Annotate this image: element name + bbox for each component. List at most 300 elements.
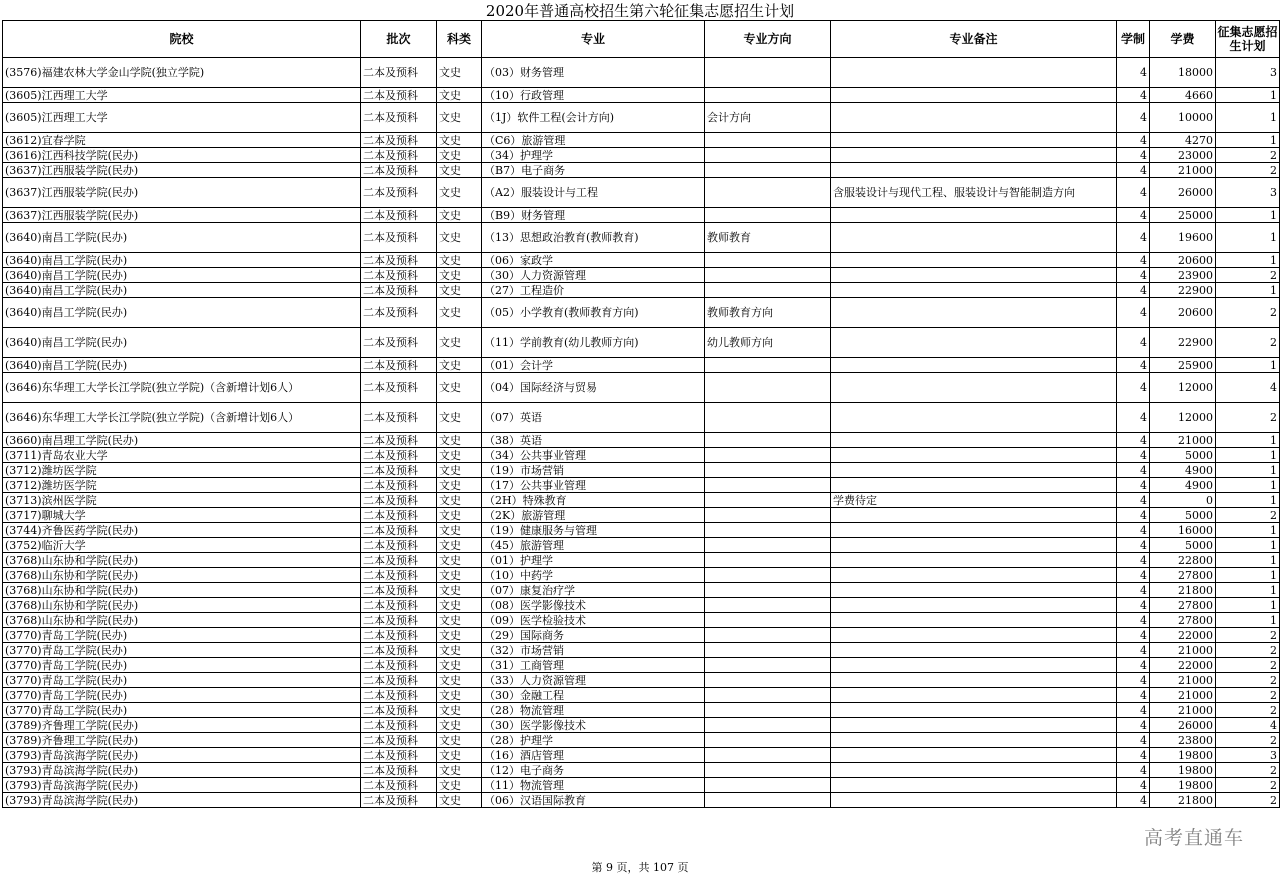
note-cell <box>831 253 1117 268</box>
fee-cell: 27800 <box>1150 613 1216 628</box>
category-cell: 文史 <box>437 328 482 358</box>
direction-cell <box>705 628 831 643</box>
school-cell: (3770)青岛工学院(民办) <box>3 673 361 688</box>
school-cell: (3768)山东协和学院(民办) <box>3 598 361 613</box>
category-cell: 文史 <box>437 148 482 163</box>
note-cell <box>831 208 1117 223</box>
fee-cell: 21800 <box>1150 583 1216 598</box>
major-cell: （04）国际经济与贸易 <box>482 373 705 403</box>
fee-cell: 25900 <box>1150 358 1216 373</box>
direction-cell <box>705 58 831 88</box>
category-cell: 文史 <box>437 253 482 268</box>
plan-cell: 2 <box>1216 778 1280 793</box>
direction-cell <box>705 538 831 553</box>
direction-cell <box>705 373 831 403</box>
batch-cell: 二本及预科 <box>361 688 437 703</box>
category-cell: 文史 <box>437 373 482 403</box>
note-cell <box>831 508 1117 523</box>
fee-cell: 19800 <box>1150 748 1216 763</box>
direction-cell <box>705 688 831 703</box>
plan-cell: 1 <box>1216 253 1280 268</box>
years-cell: 4 <box>1117 358 1150 373</box>
plan-cell: 1 <box>1216 613 1280 628</box>
school-cell: (3637)江西服装学院(民办) <box>3 208 361 223</box>
document-title: 2020年普通高校招生第六轮征集志愿招生计划 <box>485 2 795 20</box>
school-cell: (3640)南昌工学院(民办) <box>3 268 361 283</box>
fee-cell: 25000 <box>1150 208 1216 223</box>
plan-cell: 1 <box>1216 463 1280 478</box>
table-row <box>3 463 1280 478</box>
fee-cell: 4900 <box>1150 463 1216 478</box>
direction-cell <box>705 778 831 793</box>
years-cell: 4 <box>1117 148 1150 163</box>
major-cell: （30）金融工程 <box>482 688 705 703</box>
note-cell <box>831 358 1117 373</box>
note-cell <box>831 598 1117 613</box>
batch-cell: 二本及预科 <box>361 538 437 553</box>
header-category: 科类 <box>437 21 482 58</box>
category-cell: 文史 <box>437 718 482 733</box>
table-row <box>3 568 1280 583</box>
plan-cell: 3 <box>1216 178 1280 208</box>
years-cell: 4 <box>1117 103 1150 133</box>
batch-cell: 二本及预科 <box>361 748 437 763</box>
direction-cell <box>705 613 831 628</box>
years-cell: 4 <box>1117 178 1150 208</box>
batch-cell: 二本及预科 <box>361 643 437 658</box>
direction-cell <box>705 163 831 178</box>
fee-cell: 23000 <box>1150 148 1216 163</box>
fee-cell: 21000 <box>1150 703 1216 718</box>
category-cell: 文史 <box>437 523 482 538</box>
major-cell: （11）物流管理 <box>482 778 705 793</box>
plan-cell: 1 <box>1216 583 1280 598</box>
plan-cell: 1 <box>1216 88 1280 103</box>
years-cell: 4 <box>1117 763 1150 778</box>
major-cell: （30）医学影像技术 <box>482 718 705 733</box>
plan-cell: 2 <box>1216 268 1280 283</box>
table-row <box>3 178 1280 208</box>
fee-cell: 26000 <box>1150 718 1216 733</box>
batch-cell: 二本及预科 <box>361 403 437 433</box>
category-cell: 文史 <box>437 298 482 328</box>
school-cell: (3770)青岛工学院(民办) <box>3 658 361 673</box>
years-cell: 4 <box>1117 598 1150 613</box>
major-cell: （1J）软件工程(会计方向) <box>482 103 705 133</box>
table-row <box>3 763 1280 778</box>
note-cell <box>831 403 1117 433</box>
years-cell: 4 <box>1117 553 1150 568</box>
direction-cell <box>705 478 831 493</box>
years-cell: 4 <box>1117 283 1150 298</box>
direction-cell <box>705 133 831 148</box>
table-row <box>3 163 1280 178</box>
note-cell <box>831 553 1117 568</box>
plan-cell: 2 <box>1216 328 1280 358</box>
major-cell: （C6）旅游管理 <box>482 133 705 148</box>
table-row <box>3 58 1280 88</box>
school-cell: (3605)江西理工大学 <box>3 103 361 133</box>
batch-cell: 二本及预科 <box>361 598 437 613</box>
school-cell: (3793)青岛滨海学院(民办) <box>3 763 361 778</box>
major-cell: （05）小学教育(教师教育方向) <box>482 298 705 328</box>
direction-cell <box>705 508 831 523</box>
direction-cell <box>705 733 831 748</box>
plan-cell: 1 <box>1216 493 1280 508</box>
plan-cell: 1 <box>1216 553 1280 568</box>
batch-cell: 二本及预科 <box>361 763 437 778</box>
table-row <box>3 268 1280 283</box>
category-cell: 文史 <box>437 133 482 148</box>
direction-cell: 教师教育 <box>705 223 831 253</box>
category-cell: 文史 <box>437 628 482 643</box>
school-cell: (3640)南昌工学院(民办) <box>3 253 361 268</box>
category-cell: 文史 <box>437 583 482 598</box>
batch-cell: 二本及预科 <box>361 373 437 403</box>
years-cell: 4 <box>1117 268 1150 283</box>
category-cell: 文史 <box>437 793 482 808</box>
years-cell: 4 <box>1117 613 1150 628</box>
batch-cell: 二本及预科 <box>361 283 437 298</box>
table-row <box>3 253 1280 268</box>
note-cell <box>831 88 1117 103</box>
note-cell <box>831 298 1117 328</box>
table-row <box>3 358 1280 373</box>
category-cell: 文史 <box>437 88 482 103</box>
major-cell: （45）旅游管理 <box>482 538 705 553</box>
years-cell: 4 <box>1117 523 1150 538</box>
category-cell: 文史 <box>437 778 482 793</box>
note-cell <box>831 628 1117 643</box>
school-cell: (3789)齐鲁理工学院(民办) <box>3 733 361 748</box>
batch-cell: 二本及预科 <box>361 268 437 283</box>
school-cell: (3711)青岛农业大学 <box>3 448 361 463</box>
direction-cell <box>705 568 831 583</box>
years-cell: 4 <box>1117 493 1150 508</box>
direction-cell <box>705 598 831 613</box>
note-cell <box>831 283 1117 298</box>
table-row <box>3 733 1280 748</box>
table-row <box>3 688 1280 703</box>
plan-cell: 2 <box>1216 148 1280 163</box>
fee-cell: 21000 <box>1150 163 1216 178</box>
batch-cell: 二本及预科 <box>361 778 437 793</box>
table-row <box>3 673 1280 688</box>
fee-cell: 19800 <box>1150 763 1216 778</box>
category-cell: 文史 <box>437 433 482 448</box>
school-cell: (3793)青岛滨海学院(民办) <box>3 778 361 793</box>
batch-cell: 二本及预科 <box>361 478 437 493</box>
school-cell: (3752)临沂大学 <box>3 538 361 553</box>
school-cell: (3789)齐鲁理工学院(民办) <box>3 718 361 733</box>
plan-cell: 1 <box>1216 478 1280 493</box>
note-cell <box>831 763 1117 778</box>
category-cell: 文史 <box>437 733 482 748</box>
school-cell: (3612)宜春学院 <box>3 133 361 148</box>
note-cell <box>831 748 1117 763</box>
fee-cell: 26000 <box>1150 178 1216 208</box>
years-cell: 4 <box>1117 223 1150 253</box>
table-row <box>3 748 1280 763</box>
table-row <box>3 553 1280 568</box>
direction-cell <box>705 433 831 448</box>
note-cell <box>831 613 1117 628</box>
years-cell: 4 <box>1117 298 1150 328</box>
fee-cell: 22900 <box>1150 328 1216 358</box>
plan-cell: 1 <box>1216 598 1280 613</box>
batch-cell: 二本及预科 <box>361 328 437 358</box>
direction-cell <box>705 523 831 538</box>
years-cell: 4 <box>1117 778 1150 793</box>
batch-cell: 二本及预科 <box>361 448 437 463</box>
school-cell: (3712)潍坊医学院 <box>3 463 361 478</box>
category-cell: 文史 <box>437 223 482 253</box>
batch-cell: 二本及预科 <box>361 163 437 178</box>
table-body <box>3 58 1280 808</box>
plan-cell: 1 <box>1216 538 1280 553</box>
category-cell: 文史 <box>437 643 482 658</box>
fee-cell: 21000 <box>1150 643 1216 658</box>
table-row <box>3 538 1280 553</box>
batch-cell: 二本及预科 <box>361 223 437 253</box>
school-cell: (3712)潍坊医学院 <box>3 478 361 493</box>
years-cell: 4 <box>1117 793 1150 808</box>
note-cell <box>831 433 1117 448</box>
school-cell: (3768)山东协和学院(民办) <box>3 568 361 583</box>
plan-cell: 4 <box>1216 718 1280 733</box>
table-row <box>3 658 1280 673</box>
note-cell <box>831 463 1117 478</box>
category-cell: 文史 <box>437 268 482 283</box>
school-cell: (3768)山东协和学院(民办) <box>3 583 361 598</box>
category-cell: 文史 <box>437 208 482 223</box>
category-cell: 文史 <box>437 568 482 583</box>
plan-cell: 1 <box>1216 223 1280 253</box>
years-cell: 4 <box>1117 703 1150 718</box>
table-row <box>3 373 1280 403</box>
batch-cell: 二本及预科 <box>361 523 437 538</box>
major-cell: （B7）电子商务 <box>482 163 705 178</box>
school-cell: (3616)江西科技学院(民办) <box>3 148 361 163</box>
plan-cell: 2 <box>1216 688 1280 703</box>
plan-cell: 1 <box>1216 103 1280 133</box>
direction-cell <box>705 643 831 658</box>
plan-cell: 4 <box>1216 373 1280 403</box>
fee-cell: 4270 <box>1150 133 1216 148</box>
batch-cell: 二本及预科 <box>361 718 437 733</box>
direction-cell <box>705 703 831 718</box>
plan-cell: 1 <box>1216 568 1280 583</box>
fee-cell: 21000 <box>1150 433 1216 448</box>
note-cell <box>831 673 1117 688</box>
years-cell: 4 <box>1117 208 1150 223</box>
header-direction: 专业方向 <box>705 21 831 58</box>
note-cell <box>831 688 1117 703</box>
fee-cell: 27800 <box>1150 568 1216 583</box>
table-row <box>3 298 1280 328</box>
batch-cell: 二本及预科 <box>361 508 437 523</box>
school-cell: (3744)齐鲁医药学院(民办) <box>3 523 361 538</box>
table-row <box>3 508 1280 523</box>
plan-cell: 1 <box>1216 283 1280 298</box>
batch-cell: 二本及预科 <box>361 433 437 448</box>
category-cell: 文史 <box>437 673 482 688</box>
note-cell: 含服装设计与现代工程、服装设计与智能制造方向 <box>831 178 1117 208</box>
major-cell: （33）人力资源管理 <box>482 673 705 688</box>
years-cell: 4 <box>1117 748 1150 763</box>
table-row <box>3 778 1280 793</box>
table-row <box>3 88 1280 103</box>
school-cell: (3576)福建农林大学金山学院(独立学院) <box>3 58 361 88</box>
years-cell: 4 <box>1117 583 1150 598</box>
fee-cell: 5000 <box>1150 508 1216 523</box>
batch-cell: 二本及预科 <box>361 703 437 718</box>
years-cell: 4 <box>1117 463 1150 478</box>
years-cell: 4 <box>1117 643 1150 658</box>
fee-cell: 22900 <box>1150 283 1216 298</box>
table-row <box>3 478 1280 493</box>
major-cell: （34）公共事业管理 <box>482 448 705 463</box>
school-cell: (3770)青岛工学院(民办) <box>3 643 361 658</box>
school-cell: (3660)南昌理工学院(民办) <box>3 433 361 448</box>
direction-cell <box>705 748 831 763</box>
table-row <box>3 613 1280 628</box>
category-cell: 文史 <box>437 58 482 88</box>
note-cell <box>831 148 1117 163</box>
years-cell: 4 <box>1117 673 1150 688</box>
school-cell: (3768)山东协和学院(民办) <box>3 553 361 568</box>
note-cell <box>831 478 1117 493</box>
note-cell <box>831 793 1117 808</box>
school-cell: (3793)青岛滨海学院(民办) <box>3 748 361 763</box>
direction-cell <box>705 178 831 208</box>
years-cell: 4 <box>1117 478 1150 493</box>
plan-cell: 2 <box>1216 733 1280 748</box>
batch-cell: 二本及预科 <box>361 493 437 508</box>
table-row <box>3 433 1280 448</box>
direction-cell <box>705 718 831 733</box>
plan-cell: 1 <box>1216 433 1280 448</box>
note-cell <box>831 778 1117 793</box>
years-cell: 4 <box>1117 658 1150 673</box>
major-cell: （06）家政学 <box>482 253 705 268</box>
category-cell: 文史 <box>437 403 482 433</box>
table-row <box>3 283 1280 298</box>
note-cell <box>831 268 1117 283</box>
years-cell: 4 <box>1117 88 1150 103</box>
major-cell: （12）电子商务 <box>482 763 705 778</box>
years-cell: 4 <box>1117 58 1150 88</box>
fee-cell: 19800 <box>1150 778 1216 793</box>
direction-cell: 幼儿教师方向 <box>705 328 831 358</box>
school-cell: (3640)南昌工学院(民办) <box>3 358 361 373</box>
category-cell: 文史 <box>437 613 482 628</box>
major-cell: （09）医学检验技术 <box>482 613 705 628</box>
school-cell: (3640)南昌工学院(民办) <box>3 223 361 253</box>
school-cell: (3605)江西理工大学 <box>3 88 361 103</box>
school-cell: (3770)青岛工学院(民办) <box>3 703 361 718</box>
category-cell: 文史 <box>437 163 482 178</box>
years-cell: 4 <box>1117 433 1150 448</box>
table-row <box>3 208 1280 223</box>
table-row <box>3 103 1280 133</box>
direction-cell <box>705 283 831 298</box>
years-cell: 4 <box>1117 253 1150 268</box>
years-cell: 4 <box>1117 508 1150 523</box>
school-cell: (3717)聊城大学 <box>3 508 361 523</box>
category-cell: 文史 <box>437 283 482 298</box>
major-cell: （2K）旅游管理 <box>482 508 705 523</box>
note-cell <box>831 583 1117 598</box>
note-cell <box>831 133 1117 148</box>
plan-cell: 2 <box>1216 298 1280 328</box>
table-row <box>3 403 1280 433</box>
major-cell: （2H）特殊教育 <box>482 493 705 508</box>
fee-cell: 19600 <box>1150 223 1216 253</box>
note-cell: 学费待定 <box>831 493 1117 508</box>
fee-cell: 5000 <box>1150 538 1216 553</box>
header-school: 院校 <box>3 21 361 58</box>
plan-cell: 2 <box>1216 673 1280 688</box>
category-cell: 文史 <box>437 748 482 763</box>
watermark: 高考直通车 <box>1144 827 1245 849</box>
batch-cell: 二本及预科 <box>361 628 437 643</box>
years-cell: 4 <box>1117 538 1150 553</box>
fee-cell: 22000 <box>1150 628 1216 643</box>
note-cell <box>831 373 1117 403</box>
major-cell: （07）康复治疗学 <box>482 583 705 598</box>
plan-cell: 1 <box>1216 133 1280 148</box>
school-cell: (3640)南昌工学院(民办) <box>3 298 361 328</box>
major-cell: （06）汉语国际教育 <box>482 793 705 808</box>
plan-cell: 2 <box>1216 643 1280 658</box>
batch-cell: 二本及预科 <box>361 553 437 568</box>
plan-cell: 2 <box>1216 763 1280 778</box>
school-cell: (3637)江西服装学院(民办) <box>3 178 361 208</box>
batch-cell: 二本及预科 <box>361 793 437 808</box>
page-footer: 第 9 页，共 107 页 <box>591 861 689 874</box>
table-row <box>3 133 1280 148</box>
batch-cell: 二本及预科 <box>361 253 437 268</box>
major-cell: （10）中药学 <box>482 568 705 583</box>
direction-cell <box>705 673 831 688</box>
category-cell: 文史 <box>437 553 482 568</box>
table-row <box>3 703 1280 718</box>
note-cell <box>831 163 1117 178</box>
direction-cell <box>705 88 831 103</box>
batch-cell: 二本及预科 <box>361 133 437 148</box>
batch-cell: 二本及预科 <box>361 103 437 133</box>
batch-cell: 二本及预科 <box>361 463 437 478</box>
major-cell: （08）医学影像技术 <box>482 598 705 613</box>
major-cell: （31）工商管理 <box>482 658 705 673</box>
direction-cell <box>705 358 831 373</box>
plan-cell: 2 <box>1216 793 1280 808</box>
direction-cell <box>705 148 831 163</box>
major-cell: （19）市场营销 <box>482 463 705 478</box>
major-cell: （27）工程造价 <box>482 283 705 298</box>
table-row <box>3 718 1280 733</box>
category-cell: 文史 <box>437 538 482 553</box>
header-plan: 征集志愿招生计划 <box>1216 21 1280 58</box>
fee-cell: 27800 <box>1150 598 1216 613</box>
note-cell <box>831 538 1117 553</box>
fee-cell: 4900 <box>1150 478 1216 493</box>
category-cell: 文史 <box>437 493 482 508</box>
major-cell: （03）财务管理 <box>482 58 705 88</box>
batch-cell: 二本及预科 <box>361 733 437 748</box>
direction-cell <box>705 763 831 778</box>
